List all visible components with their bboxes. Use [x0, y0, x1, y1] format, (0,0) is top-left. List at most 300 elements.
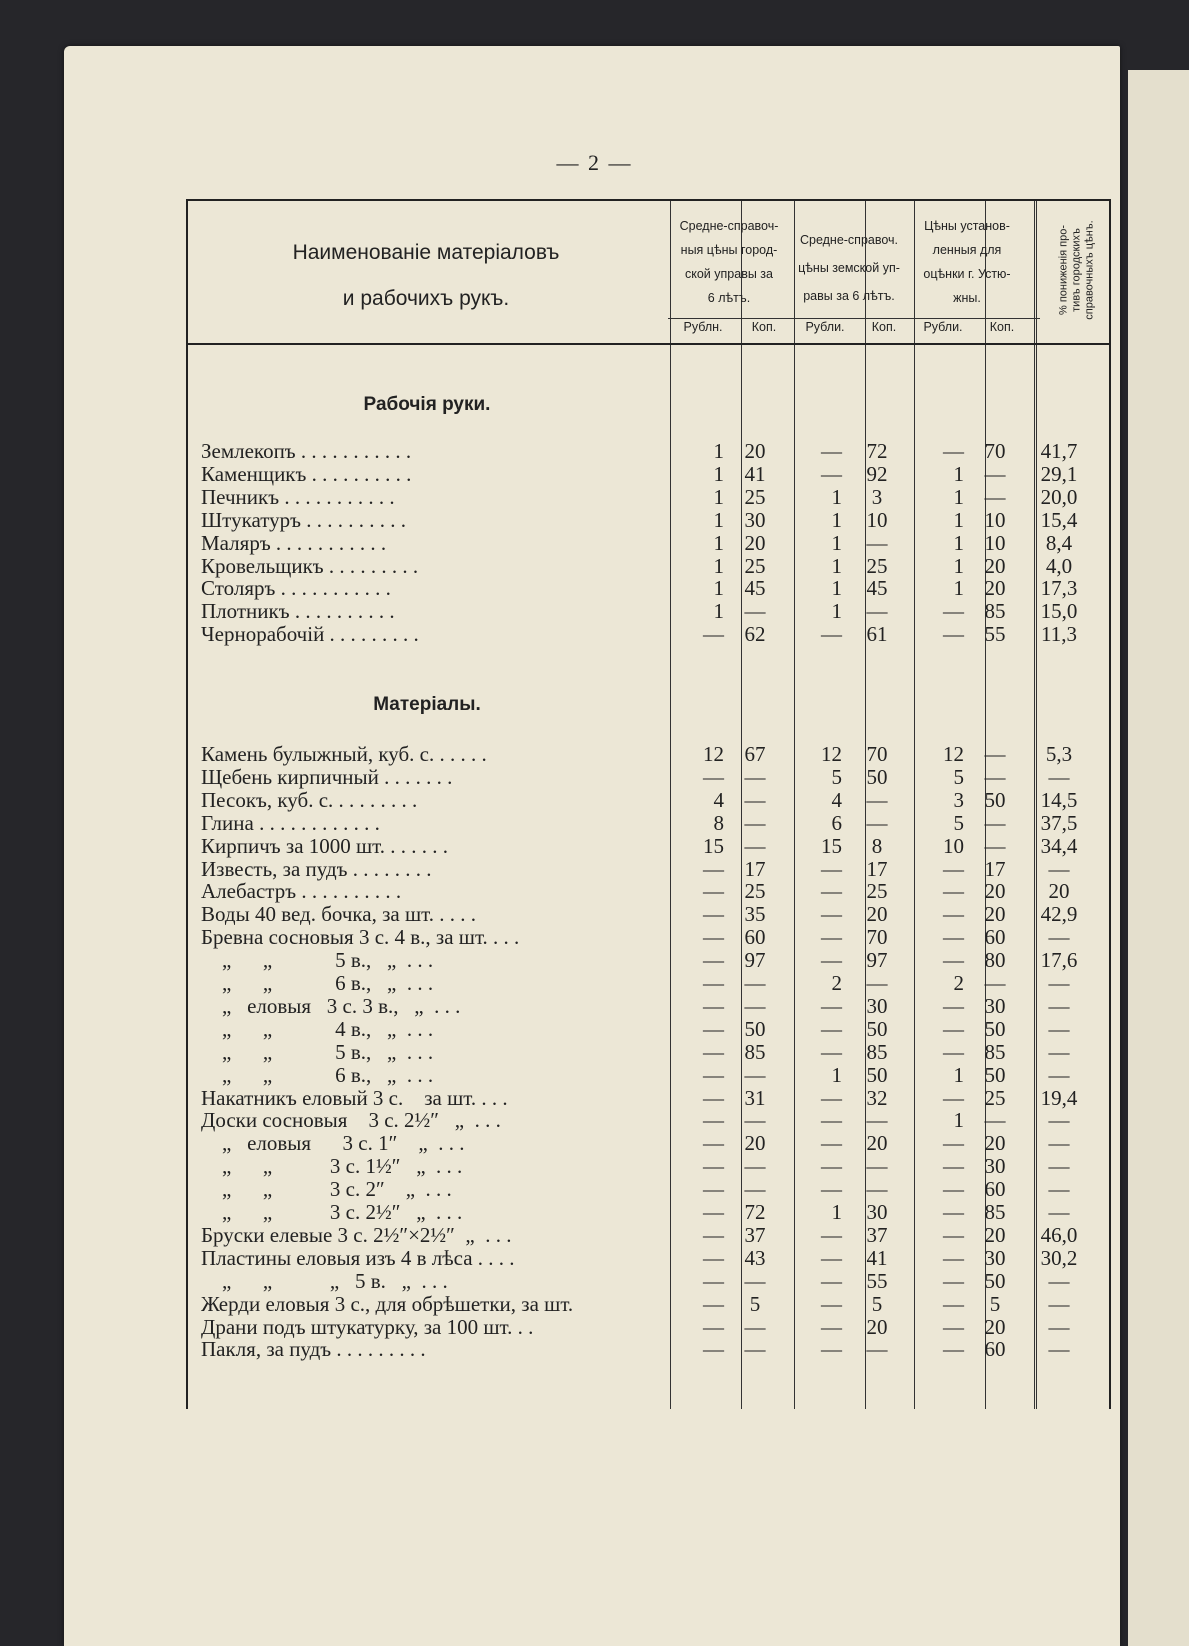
rub-city: — — [703, 902, 724, 927]
rub-ustyuzhna: — — [943, 1154, 964, 1179]
header-kop-1: Коп. — [751, 320, 777, 334]
kop-ustyuzhna: 85 — [984, 1200, 1006, 1224]
kop-ustyuzhna: 70 — [984, 439, 1006, 463]
rub-zemstvo: 1 — [831, 530, 842, 555]
percent-reduction: 4,0 — [1045, 553, 1073, 578]
table-row — [186, 1177, 1111, 1201]
kop-zemstvo: 20 — [866, 1131, 888, 1156]
kop-zemstvo: 50 — [866, 1016, 888, 1041]
row-name: Каменщикъ . . . . . . . . . . — [201, 461, 412, 486]
row-name: „ „ 5 в., „ . . . — [201, 1039, 434, 1064]
row-name: Воды 40 вед. бочка, за шт. . . . . — [201, 902, 477, 927]
kop-ustyuzhna: 20 — [984, 879, 1006, 904]
row-name: Чернорабочій . . . . . . . . . — [201, 622, 419, 647]
rub-city: — — [703, 1085, 724, 1110]
table-row — [186, 902, 1111, 926]
kop-ustyuzhna: 30 — [984, 993, 1006, 1018]
kop-ustyuzhna: 60 — [984, 1177, 1006, 1202]
rub-city: — — [703, 1154, 724, 1179]
table-row — [186, 1017, 1111, 1041]
percent-reduction: — — [1048, 971, 1070, 995]
rub-city: 1 — [713, 439, 724, 463]
kop-ustyuzhna: 60 — [984, 925, 1006, 950]
table-row — [186, 879, 1111, 903]
kop-ustyuzhna: — — [984, 971, 1006, 995]
rub-ustyuzhna: 1 — [953, 461, 964, 486]
percent-reduction: 11,3 — [1041, 622, 1077, 647]
row-name: Драни подъ штукатурку, за 100 шт. . . — [201, 1314, 534, 1339]
percent-reduction: 20,0 — [1040, 484, 1078, 509]
kop-zemstvo: 32 — [866, 1085, 888, 1110]
kop-city: — — [744, 1337, 766, 1362]
kop-city: 50 — [744, 1016, 766, 1041]
row-name: Землекопъ . . . . . . . . . . . — [201, 439, 412, 463]
percent-reduction: 15,4 — [1040, 507, 1078, 532]
rub-ustyuzhna: 3 — [953, 787, 964, 812]
kop-ustyuzhna: — — [984, 742, 1006, 766]
row-name: „ „ „ 5 в. „ . . . — [201, 1268, 448, 1293]
row-name: Печникъ . . . . . . . . . . . — [201, 484, 395, 509]
rub-city: — — [703, 1131, 724, 1156]
kop-ustyuzhna: 50 — [984, 1268, 1006, 1293]
rub-ustyuzhna: — — [943, 1200, 964, 1224]
percent-reduction: — — [1048, 1016, 1070, 1041]
kop-zemstvo: 17 — [866, 856, 888, 881]
rub-zemstvo: — — [821, 1039, 842, 1064]
kop-city: 45 — [744, 576, 766, 601]
table-row — [186, 765, 1111, 789]
kop-city: — — [744, 1154, 766, 1179]
rub-zemstvo: — — [821, 1131, 842, 1156]
percent-reduction: — — [1048, 925, 1070, 950]
table-row — [186, 1131, 1111, 1155]
kop-city: 20 — [744, 1131, 766, 1156]
percent-reduction: 29,1 — [1040, 461, 1078, 486]
rub-zemstvo: — — [821, 1245, 842, 1270]
kop-zemstvo: 20 — [866, 1314, 888, 1339]
rub-ustyuzhna: 10 — [943, 833, 964, 858]
row-name: Накатникъ еловый 3 с. за шт. . . . — [201, 1085, 508, 1110]
rub-zemstvo: — — [821, 856, 842, 881]
kop-ustyuzhna: 85 — [984, 1039, 1006, 1064]
kop-city: — — [744, 1268, 766, 1293]
kop-city: — — [744, 764, 766, 789]
row-name: Алебастръ . . . . . . . . . . — [201, 879, 402, 904]
rub-ustyuzhna: — — [943, 1268, 964, 1293]
kop-zemstvo: 72 — [866, 439, 888, 463]
rub-city: 1 — [713, 576, 724, 601]
kop-ustyuzhna: 20 — [984, 902, 1006, 927]
percent-reduction: 8,4 — [1045, 530, 1073, 555]
header-city-prices: Средне-справоч- ныя цѣны город- ской управы за 6 лѣтъ. — [679, 219, 779, 305]
row-name: Щебень кирпичный . . . . . . . — [201, 764, 453, 789]
kop-city: — — [744, 1062, 766, 1087]
table-row — [186, 1269, 1111, 1293]
row-name: „ „ 3 с. 2½″ „ . . . — [201, 1200, 463, 1224]
table-row — [186, 971, 1111, 995]
row-name: Столяръ . . . . . . . . . . . — [201, 576, 391, 601]
rub-zemstvo: — — [821, 1177, 842, 1202]
header-rub-1: Рублн. — [683, 320, 723, 334]
rub-ustyuzhna: — — [943, 948, 964, 973]
rub-zemstvo: 1 — [831, 599, 842, 624]
row-name: „ „ 5 в., „ . . . — [201, 948, 434, 973]
rub-city: — — [703, 1016, 724, 1041]
kop-city: 37 — [744, 1222, 766, 1247]
percent-reduction: — — [1048, 1062, 1070, 1087]
row-name: Кирпичъ за 1000 шт. . . . . . . — [201, 833, 449, 858]
rub-zemstvo: 4 — [831, 787, 842, 812]
rub-city: 8 — [713, 810, 724, 835]
kop-ustyuzhna: 10 — [984, 507, 1006, 532]
kop-zemstvo: — — [866, 1337, 888, 1362]
kop-zemstvo: 61 — [866, 622, 888, 647]
kop-city: — — [744, 993, 766, 1018]
table-row — [186, 1292, 1111, 1316]
rub-city: — — [703, 1062, 724, 1087]
rub-zemstvo: — — [821, 948, 842, 973]
kop-ustyuzhna: 20 — [984, 1314, 1006, 1339]
kop-ustyuzhna: — — [984, 461, 1006, 486]
kop-city: 25 — [744, 553, 766, 578]
row-name: „ „ 3 с. 2″ „ . . . — [201, 1177, 452, 1202]
rub-city: — — [703, 948, 724, 973]
kop-zemstvo: 97 — [866, 948, 888, 973]
page-number: — 2 — — [556, 150, 633, 175]
table-row — [186, 485, 1111, 509]
kop-city: 25 — [744, 879, 766, 904]
rub-city: — — [703, 764, 724, 789]
percent-reduction: 34,4 — [1040, 833, 1078, 858]
percent-reduction: 5,3 — [1045, 742, 1073, 766]
row-name: Пластины еловыя изъ 4 в лѣса . . . . — [201, 1245, 515, 1270]
table-row — [186, 462, 1111, 486]
kop-city: — — [744, 1177, 766, 1202]
table-row — [186, 576, 1111, 600]
kop-city: 35 — [744, 902, 766, 927]
percent-reduction: 30,2 — [1040, 1245, 1078, 1270]
rub-city: — — [703, 971, 724, 995]
table-row — [186, 508, 1111, 532]
rub-city: 1 — [713, 507, 724, 532]
rub-zemstvo: — — [821, 1154, 842, 1179]
rub-zemstvo: — — [821, 1291, 842, 1316]
kop-zemstvo: — — [866, 787, 888, 812]
rub-zemstvo: 1 — [831, 1200, 842, 1224]
row-name: Пакля, за пудъ . . . . . . . . . — [201, 1337, 426, 1362]
table-row — [186, 834, 1111, 858]
row-name: Маляръ . . . . . . . . . . . — [201, 530, 387, 555]
header-rub-3: Рубли. — [923, 320, 963, 334]
percent-reduction: — — [1048, 1177, 1070, 1202]
kop-zemstvo: 20 — [866, 902, 888, 927]
rub-zemstvo: 6 — [831, 810, 842, 835]
kop-ustyuzhna: 85 — [984, 599, 1006, 624]
rub-ustyuzhna: — — [943, 993, 964, 1018]
header-ustyuzhna-prices: Цѣны установ- ленныя для оцѣнки г. Устю- жны. — [923, 219, 1011, 305]
rub-ustyuzhna: — — [943, 1245, 964, 1270]
table-row — [186, 1246, 1111, 1270]
rub-zemstvo: 1 — [831, 1062, 842, 1087]
kop-ustyuzhna: 60 — [984, 1337, 1006, 1362]
percent-reduction: — — [1048, 1039, 1070, 1064]
percent-reduction: 37,5 — [1040, 810, 1078, 835]
rub-ustyuzhna: — — [943, 1177, 964, 1202]
rub-zemstvo: 15 — [821, 833, 842, 858]
kop-city: — — [744, 810, 766, 835]
rub-city: 1 — [713, 484, 724, 509]
header-kop-2: Коп. — [871, 320, 897, 334]
header-rub-2: Рубли. — [805, 320, 845, 334]
kop-city: 67 — [744, 742, 766, 766]
kop-ustyuzhna: 20 — [984, 553, 1006, 578]
row-name: „ „ 6 в., „ . . . — [201, 1062, 434, 1087]
kop-zemstvo: 50 — [866, 1062, 888, 1087]
kop-ustyuzhna: — — [984, 1108, 1006, 1133]
kop-city: — — [744, 833, 766, 858]
percent-reduction: 20 — [1048, 879, 1070, 904]
rub-city: 12 — [703, 742, 724, 766]
header-kop-3: Коп. — [989, 320, 1015, 334]
rub-ustyuzhna: 5 — [953, 810, 964, 835]
kop-zemstvo: 30 — [866, 993, 888, 1018]
rub-ustyuzhna: — — [943, 1039, 964, 1064]
table-row — [186, 1200, 1111, 1224]
rub-zemstvo: — — [821, 622, 842, 647]
kop-city: — — [744, 1108, 766, 1133]
header-zemstvo-prices: Средне-справоч. цѣны земской уп- равы за 6 лѣтъ. — [798, 233, 900, 303]
rub-ustyuzhna: — — [943, 622, 964, 647]
kop-zemstvo: 37 — [866, 1222, 888, 1247]
rub-zemstvo: — — [821, 439, 842, 463]
rub-city: — — [703, 622, 724, 647]
rub-zemstvo: 1 — [831, 507, 842, 532]
rub-city: — — [703, 1268, 724, 1293]
rub-zemstvo: 1 — [831, 484, 842, 509]
table-row — [186, 531, 1111, 555]
kop-zemstvo: 70 — [866, 742, 888, 766]
kop-zemstvo: 50 — [866, 764, 888, 789]
kop-city: 25 — [744, 484, 766, 509]
kop-zemstvo: 10 — [866, 507, 888, 532]
kop-zemstvo: 41 — [866, 1245, 888, 1270]
kop-city: 20 — [744, 530, 766, 555]
rub-city: — — [703, 1222, 724, 1247]
percent-reduction: — — [1048, 1291, 1070, 1316]
rub-ustyuzhna: 1 — [953, 507, 964, 532]
rub-ustyuzhna: — — [943, 902, 964, 927]
table-row — [186, 1063, 1111, 1087]
rub-city: — — [703, 856, 724, 881]
table-row — [186, 742, 1111, 766]
table-row — [186, 439, 1111, 463]
row-name: Плотникъ . . . . . . . . . . — [201, 599, 395, 624]
rub-ustyuzhna: 1 — [953, 484, 964, 509]
kop-zemstvo: — — [866, 971, 888, 995]
kop-city: 97 — [744, 948, 766, 973]
kop-zemstvo: 3 — [871, 484, 883, 509]
rub-ustyuzhna: — — [943, 879, 964, 904]
kop-city: — — [744, 1314, 766, 1339]
row-name: Песокъ, куб. с. . . . . . . . . — [201, 787, 418, 812]
kop-zemstvo: — — [866, 599, 888, 624]
kop-ustyuzhna: 50 — [984, 787, 1006, 812]
rub-city: 1 — [713, 599, 724, 624]
kop-zemstvo: 30 — [866, 1200, 888, 1224]
percent-reduction: 19,4 — [1040, 1085, 1078, 1110]
table-row — [186, 1040, 1111, 1064]
kop-zemstvo: — — [866, 1108, 888, 1133]
kop-ustyuzhna: 5 — [989, 1291, 1001, 1316]
table-row — [186, 1223, 1111, 1247]
rub-ustyuzhna: — — [943, 1291, 964, 1316]
kop-city: 41 — [744, 461, 766, 486]
kop-city: 60 — [744, 925, 766, 950]
kop-city: 85 — [744, 1039, 766, 1064]
table-row — [186, 925, 1111, 949]
rub-zemstvo: — — [821, 1222, 842, 1247]
kop-ustyuzhna: — — [984, 484, 1006, 509]
table-row — [186, 599, 1111, 623]
kop-ustyuzhna: 30 — [984, 1154, 1006, 1179]
rub-city: 1 — [713, 530, 724, 555]
rub-ustyuzhna: — — [943, 856, 964, 881]
percent-reduction: — — [1048, 993, 1070, 1018]
table-row — [186, 1086, 1111, 1110]
rub-zemstvo: 2 — [831, 971, 842, 995]
row-name: Камень булыжный, куб. с. . . . . . — [201, 742, 487, 766]
rub-city: 1 — [713, 553, 724, 578]
rub-ustyuzhna: — — [943, 439, 964, 463]
row-name: Штукатуръ . . . . . . . . . . — [201, 507, 407, 532]
rub-city: — — [703, 1177, 724, 1202]
kop-ustyuzhna: 10 — [984, 530, 1006, 555]
kop-zemstvo: 25 — [866, 553, 888, 578]
kop-zemstvo: — — [866, 1154, 888, 1179]
kop-ustyuzhna: 25 — [984, 1085, 1006, 1110]
kop-city: 17 — [744, 856, 766, 881]
rub-zemstvo: 5 — [831, 764, 842, 789]
table-row — [186, 1315, 1111, 1339]
percent-reduction: — — [1048, 1337, 1070, 1362]
rub-city: 1 — [713, 461, 724, 486]
rub-ustyuzhna: — — [943, 925, 964, 950]
rub-ustyuzhna: 1 — [953, 530, 964, 555]
rub-city: — — [703, 1200, 724, 1224]
rub-ustyuzhna: 1 — [953, 1062, 964, 1087]
kop-ustyuzhna: 50 — [984, 1016, 1006, 1041]
percent-reduction: 15,0 — [1040, 599, 1078, 624]
table-row — [186, 1337, 1111, 1361]
kop-city: 31 — [744, 1085, 766, 1110]
rub-city: — — [703, 1314, 724, 1339]
row-name: Глина . . . . . . . . . . . . — [201, 810, 380, 835]
kop-city: — — [744, 599, 766, 624]
rub-ustyuzhna: 1 — [953, 576, 964, 601]
kop-ustyuzhna: — — [984, 833, 1006, 858]
rub-city: — — [703, 1108, 724, 1133]
kop-ustyuzhna: 50 — [984, 1062, 1006, 1087]
percent-reduction: — — [1048, 1131, 1070, 1156]
percent-reduction: 17,6 — [1040, 948, 1078, 973]
row-name: Доски сосновыя 3 с. 2½″ „ . . . — [201, 1108, 501, 1133]
percent-reduction: 46,0 — [1040, 1222, 1078, 1247]
percent-reduction: 14,5 — [1040, 787, 1078, 812]
table-row — [186, 788, 1111, 812]
rub-ustyuzhna: 12 — [943, 742, 964, 766]
rub-zemstvo: 1 — [831, 576, 842, 601]
table-row — [186, 622, 1111, 646]
rub-city: 4 — [713, 787, 724, 812]
kop-zemstvo: — — [866, 530, 888, 555]
row-name: Бревна сосновыя 3 с. 4 в., за шт. . . . — [201, 925, 520, 950]
rub-zemstvo: — — [821, 1108, 842, 1133]
rub-zemstvo: — — [821, 925, 842, 950]
kop-ustyuzhna: 20 — [984, 1131, 1006, 1156]
percent-reduction: — — [1048, 1268, 1070, 1293]
rub-zemstvo: — — [821, 1085, 842, 1110]
table-row — [186, 1108, 1111, 1132]
percent-reduction: — — [1048, 764, 1070, 789]
kop-zemstvo: 70 — [866, 925, 888, 950]
rub-ustyuzhna: — — [943, 1337, 964, 1362]
rub-ustyuzhna: — — [943, 1016, 964, 1041]
rub-ustyuzhna: 5 — [953, 764, 964, 789]
kop-zemstvo: 8 — [871, 833, 883, 858]
rub-ustyuzhna: — — [943, 1131, 964, 1156]
row-name: „ еловыя 3 с. 1″ „ . . . — [201, 1131, 465, 1156]
percent-reduction: 42,9 — [1040, 902, 1078, 927]
rub-zemstvo: 12 — [821, 742, 842, 766]
kop-zemstvo: 92 — [866, 461, 888, 486]
rub-city: — — [703, 925, 724, 950]
kop-zemstvo: 85 — [866, 1039, 888, 1064]
table-row — [186, 554, 1111, 578]
percent-reduction: — — [1048, 1200, 1070, 1224]
rub-city: — — [703, 993, 724, 1018]
table-row — [186, 811, 1111, 835]
kop-city: — — [744, 787, 766, 812]
kop-ustyuzhna: 20 — [984, 576, 1006, 601]
rub-zemstvo: — — [821, 1337, 842, 1362]
kop-ustyuzhna: 80 — [984, 948, 1006, 973]
section-materials-title: Матеріалы. — [373, 694, 481, 715]
rub-zemstvo: — — [821, 461, 842, 486]
rub-zemstvo: 1 — [831, 553, 842, 578]
rub-ustyuzhna: — — [943, 1085, 964, 1110]
rub-ustyuzhna: — — [943, 599, 964, 624]
kop-ustyuzhna: 30 — [984, 1245, 1006, 1270]
percent-reduction: 17,3 — [1040, 576, 1078, 601]
table-row — [186, 994, 1111, 1018]
kop-city: 30 — [744, 507, 766, 532]
header-percent-reduction: % пониженія про- тивъ городскихъ справочныхъ цѣнъ. — [1057, 220, 1096, 320]
section-labor-title: Рабочія руки. — [363, 394, 491, 415]
kop-ustyuzhna: 17 — [984, 856, 1006, 881]
row-name: Жерди еловыя 3 с., для обрѣшетки, за шт. — [201, 1291, 574, 1316]
kop-city: — — [744, 971, 766, 995]
rub-zemstvo: — — [821, 1314, 842, 1339]
rub-ustyuzhna: 1 — [953, 1108, 964, 1133]
rub-city: — — [703, 1039, 724, 1064]
percent-reduction: — — [1048, 1314, 1070, 1339]
adjacent-page-edge — [1128, 70, 1189, 1646]
rub-zemstvo: — — [821, 993, 842, 1018]
rub-ustyuzhna: — — [943, 1222, 964, 1247]
row-name: Бруски елевые 3 с. 2½″×2½″ „ . . . — [201, 1222, 512, 1247]
kop-zemstvo: — — [866, 810, 888, 835]
rub-zemstvo: — — [821, 902, 842, 927]
